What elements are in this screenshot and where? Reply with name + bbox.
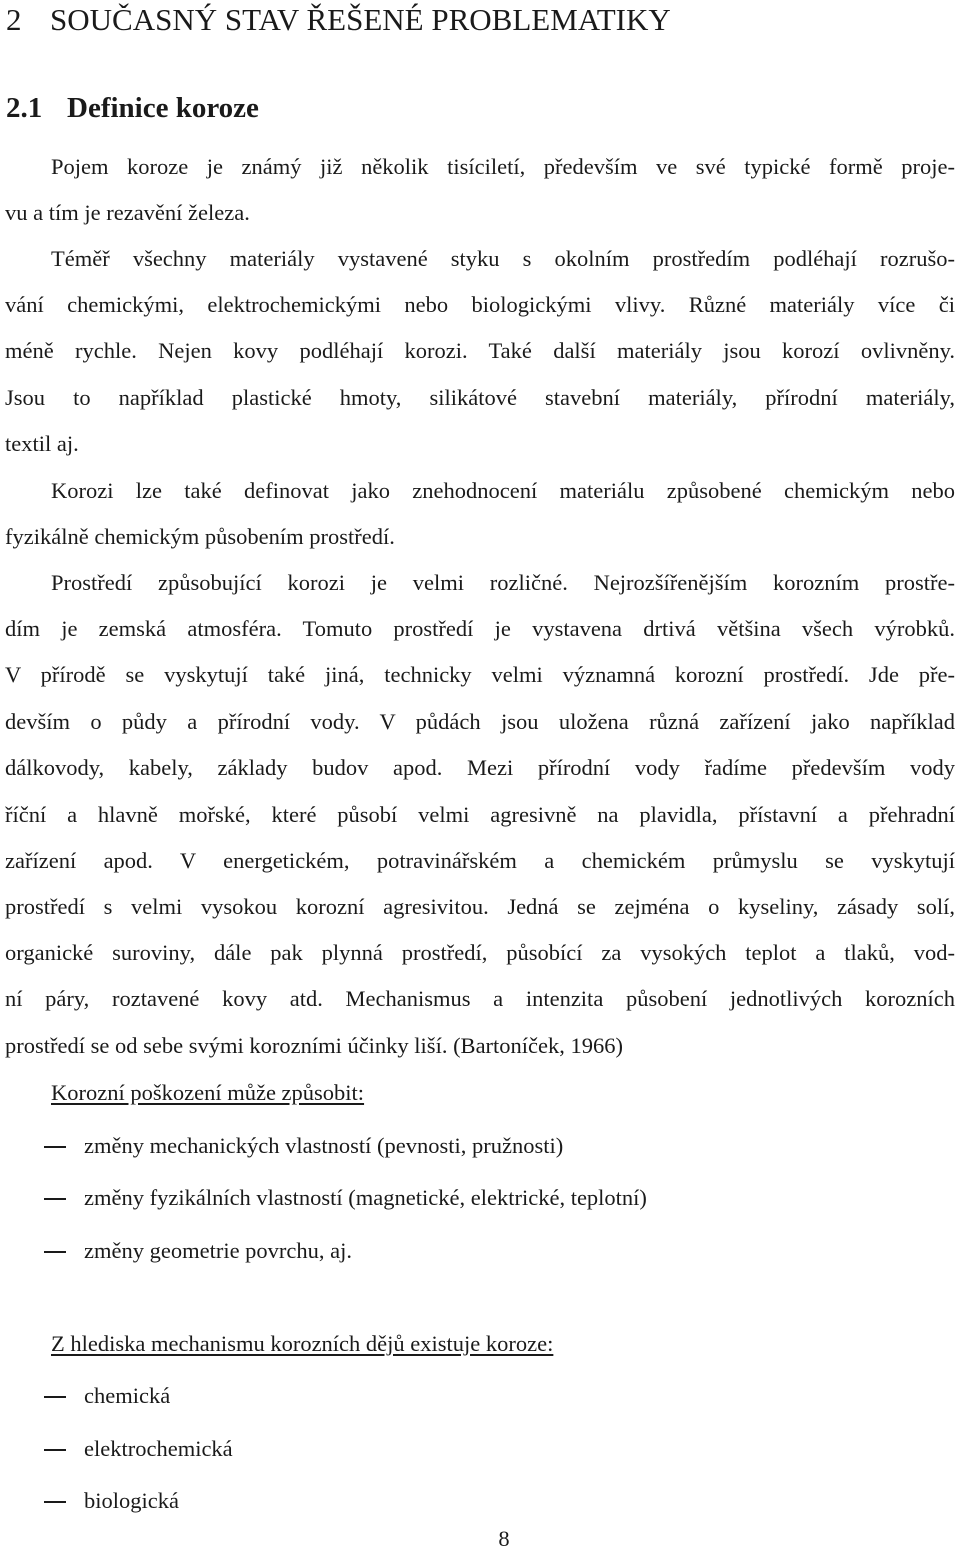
dash-bullet-icon (44, 1449, 66, 1451)
chapter-title: SOUČASNÝ STAV ŘEŠENÉ PROBLEMATIKY (50, 2, 671, 37)
list-item: změny geometrie povrchu, aj. (84, 1238, 353, 1263)
section-number: 2.1 (6, 92, 43, 124)
text-line: Pojem koroze je známý již několik tisíciletí, především ve své typické formě proje- (51, 154, 955, 179)
section-title: Definice koroze (67, 92, 259, 124)
text-line: méně rychle. Nejen kovy podléhají korozi. Také další materiály jsou korozí ovlivněny. (5, 338, 955, 363)
list-heading: Korozní poškození může způsobit: (51, 1080, 365, 1105)
text-line: zařízení apod. V energetickém, potravinářském a chemickém průmyslu se vyskytují (5, 848, 955, 873)
list-item: elektrochemická (84, 1436, 233, 1461)
text-line: říční a hlavně mořské, které působí velmi agresivně na plavidla, přístavní a přehradní (5, 802, 955, 827)
text-line: prostředí se od sebe svými korozními účinky liší. (Bartoníček, 1966) (5, 1033, 624, 1058)
text-line: vu a tím je rezavění železa. (5, 200, 250, 225)
dash-bullet-icon (44, 1501, 66, 1503)
text-line: fyzikálně chemickým působením prostředí. (5, 524, 395, 549)
list-heading: Z hlediska mechanismu korozních dějů existuje koroze: (51, 1331, 554, 1356)
text-line: devším o půdy a přírodní vody. V půdách jsou uložena různá zařízení jako například (5, 709, 955, 734)
dash-bullet-icon (44, 1396, 66, 1398)
text-line: Prostředí způsobující korozi je velmi rozličné. Nejrozšířenějším korozním prostře- (51, 570, 955, 595)
text-line: Jsou to například plastické hmoty, silikátové stavební materiály, přírodní materiály, (5, 385, 955, 410)
text-line: textil aj. (5, 431, 79, 456)
text-line: Korozi lze také definovat jako znehodnocení materiálu způsobené chemickým nebo (51, 478, 955, 503)
text-line: dím je zemská atmosféra. Tomuto prostředí je vystavena drtivá většina všech výrobků. (5, 616, 955, 641)
text-line: vání chemickými, elektrochemickými nebo biologickými vlivy. Různé materiály více či (5, 292, 955, 317)
list-item: biologická (84, 1488, 179, 1513)
section-heading (6, 88, 259, 128)
list-item: změny fyzikálních vlastností (magnetické, elektrické, teplotní) (84, 1185, 647, 1210)
dash-bullet-icon (44, 1251, 66, 1253)
text-line: prostředí s velmi vysokou korozní agresivitou. Jedná se zejména o kyseliny, zásady solí, (5, 894, 955, 919)
chapter-heading (6, 0, 671, 40)
text-line: dálkovody, kabely, základy budov apod. Mezi přírodní vody řadíme především vody (5, 755, 955, 780)
list-item: změny mechanických vlastností (pevnosti, pružnosti) (84, 1133, 564, 1158)
text-line: V přírodě se vyskytují také jiná, technicky velmi významná korozní prostředí. Jde pře- (5, 662, 955, 687)
text-line: organické suroviny, dále pak plynná prostředí, působící za vysokých teplot a tlaků, vod- (5, 940, 955, 965)
chapter-number: 2 (6, 2, 22, 37)
text-line: ní páry, roztavené kovy atd. Mechanismus a intenzita působení jednotlivých korozních (5, 986, 955, 1011)
dash-bullet-icon (44, 1198, 66, 1200)
list-item: chemická (84, 1383, 171, 1408)
text-line: Téměř všechny materiály vystavené styku s okolním prostředím podléhají rozrušo- (51, 246, 955, 271)
page-number: 8 (498, 1526, 510, 1551)
dash-bullet-icon (44, 1146, 66, 1148)
